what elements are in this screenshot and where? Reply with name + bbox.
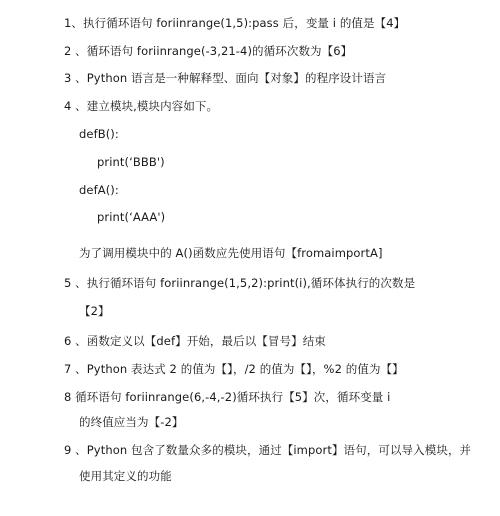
question-1-line: 1、执行循环语句 foriinrange(1,5):pass 后，变量 i 的值是【4】 — [64, 16, 406, 30]
code-def-a-line: defA(): — [79, 183, 119, 197]
question-6-line: 6 、函数定义以【def】开始，最后以【冒号】结束 — [64, 334, 326, 348]
question-3-line: 3 、Python 语言是一种解释型、面向【对象】的程序设计语言 — [64, 71, 387, 85]
question-9-cont-line: 使用其定义的功能 — [79, 469, 172, 483]
question-8-cont-line: 的终值应当为【-2】 — [79, 415, 184, 429]
question-5-line: 5 、执行循环语句 foriinrange(1,5,2):print(i),循环体执行的次数是 — [64, 276, 416, 290]
code-def-b-line: defB(): — [79, 127, 119, 141]
question-4-line: 4 、建立模块,模块内容如下。 — [64, 99, 219, 113]
code-print-bbb-line: print(‘BBB') — [97, 155, 165, 169]
code-print-aaa-line: print(‘AAA') — [97, 210, 166, 224]
question-7-line: 7 、Python 表达式 2 的值为【】，/2 的值为【】，%2 的值为【】 — [64, 362, 404, 376]
question-8-line: 8 循环语句 foriinrange(6,-4,-2)循环执行【5】次，循环变量 i — [64, 390, 391, 404]
question-5-answer-line: 【2】 — [79, 304, 110, 318]
question-9-line: 9 、Python 包含了数量众多的模块，通过【import】语句，可以导入模块，并 — [64, 443, 472, 457]
question-4-answer-line: 为了调用模块中的 A()函数应先使用语句【fromaimportA] — [79, 246, 383, 260]
question-2-line: 2 、循环语句 foriinrange(-3,21-4)的循环次数为【6】 — [64, 44, 353, 58]
